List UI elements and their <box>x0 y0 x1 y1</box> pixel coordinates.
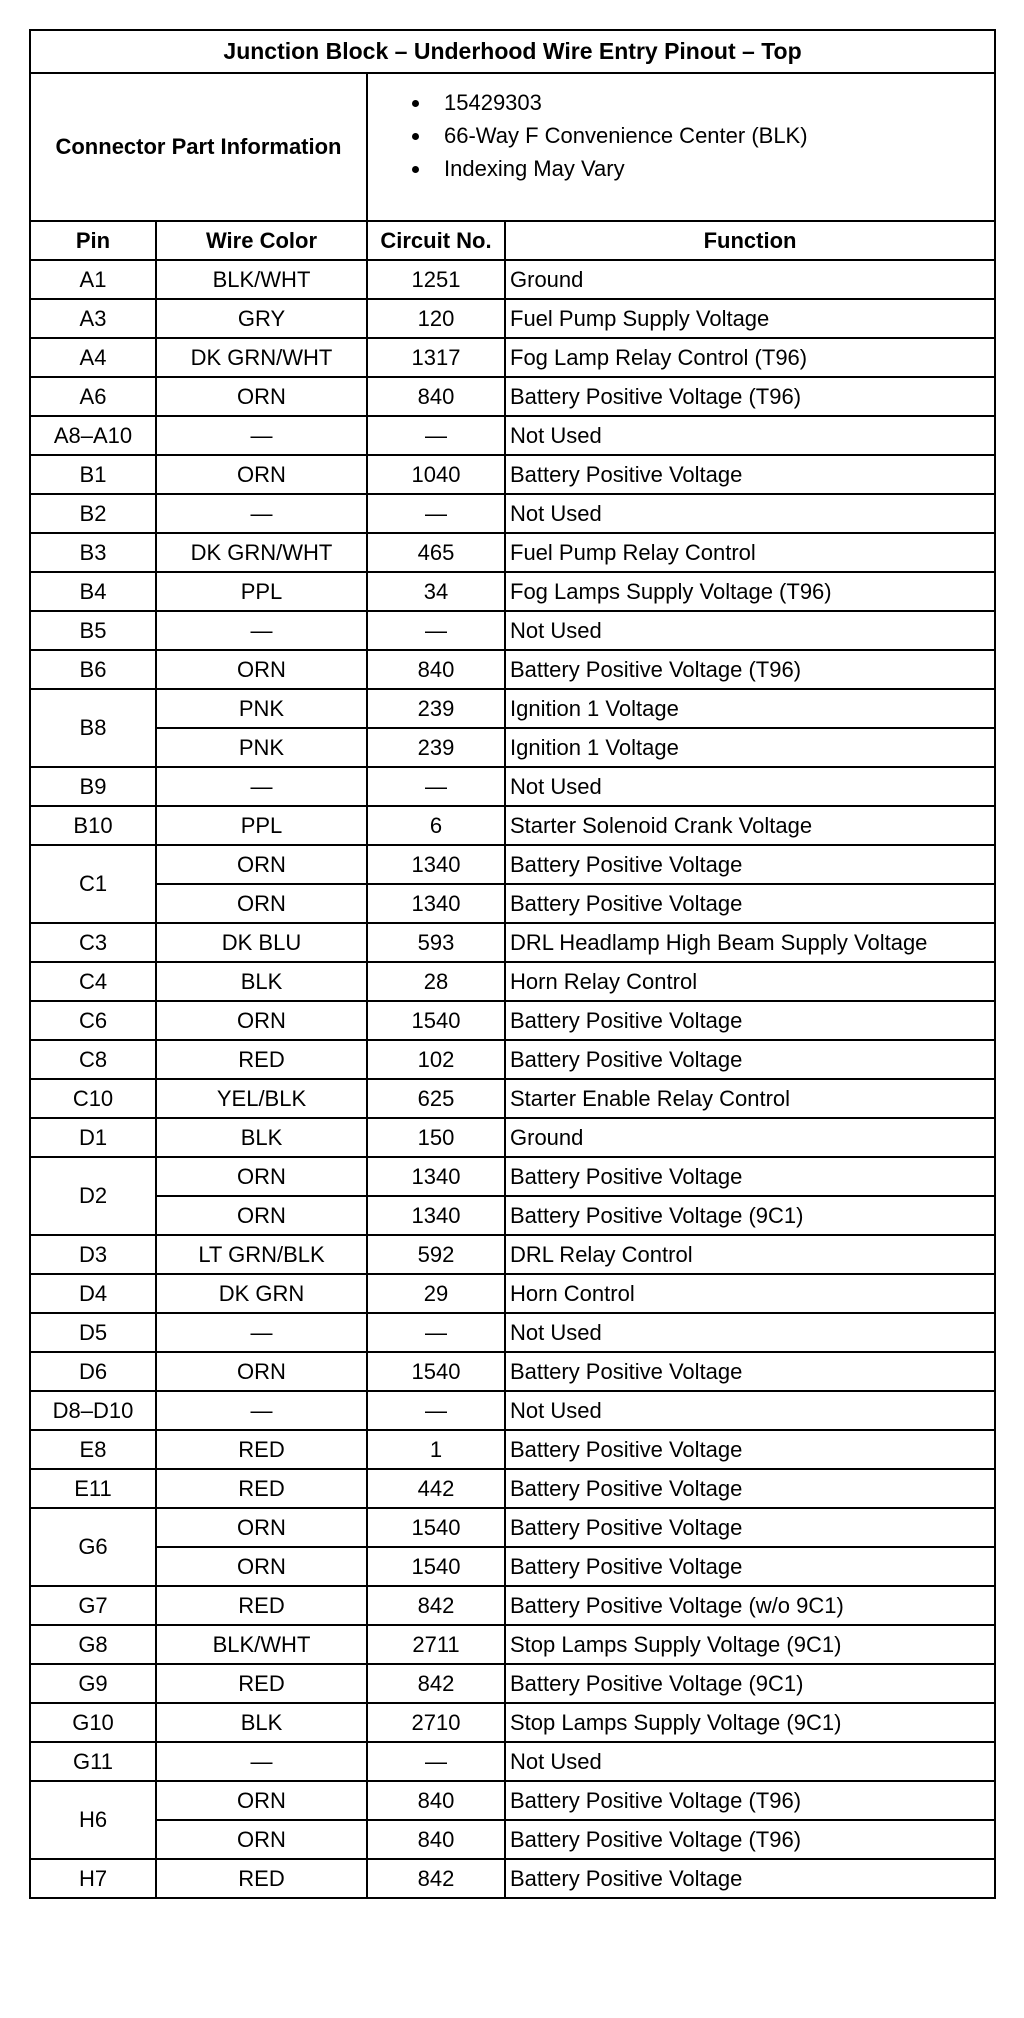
table-title: Junction Block – Underhood Wire Entry Pinout – Top <box>30 30 995 73</box>
function-cell: Stop Lamps Supply Voltage (9C1) <box>505 1703 995 1742</box>
function-cell: Battery Positive Voltage <box>505 1547 995 1586</box>
function-cell: Battery Positive Voltage <box>505 884 995 923</box>
pin-cell: B9 <box>30 767 156 806</box>
table-row <box>30 494 995 533</box>
wire-color-cell: DK GRN <box>156 1274 367 1313</box>
circuit-cell: 842 <box>367 1586 505 1625</box>
pin-cell: G8 <box>30 1625 156 1664</box>
table-row <box>30 1157 995 1196</box>
pin-cell: D6 <box>30 1352 156 1391</box>
function-cell: Not Used <box>505 767 995 806</box>
table-row <box>30 650 995 689</box>
connector-info-row <box>30 73 995 221</box>
connector-description: • 66-Way F Convenience Center (BLK) <box>432 119 990 152</box>
function-cell: Battery Positive Voltage <box>505 1859 995 1898</box>
circuit-cell: 592 <box>367 1235 505 1274</box>
circuit-cell: — <box>367 1313 505 1352</box>
title-row <box>30 30 995 73</box>
circuit-cell: 28 <box>367 962 505 1001</box>
circuit-cell: 1251 <box>367 260 505 299</box>
circuit-cell: 840 <box>367 650 505 689</box>
wire-color-cell: ORN <box>156 845 367 884</box>
pin-cell: D5 <box>30 1313 156 1352</box>
function-cell: Battery Positive Voltage <box>505 1157 995 1196</box>
function-cell: Battery Positive Voltage (T96) <box>505 1781 995 1820</box>
wire-color-cell: ORN <box>156 650 367 689</box>
pin-rows <box>30 260 995 1898</box>
wire-color-cell: — <box>156 611 367 650</box>
connector-indexing-note: • Indexing May Vary <box>432 152 990 185</box>
pin-cell: B1 <box>30 455 156 494</box>
table-row <box>30 338 995 377</box>
circuit-cell: 625 <box>367 1079 505 1118</box>
header-pin: Pin <box>30 221 156 260</box>
wire-color-cell: GRY <box>156 299 367 338</box>
table-row <box>30 1079 995 1118</box>
function-cell: Battery Positive Voltage (w/o 9C1) <box>505 1586 995 1625</box>
function-cell: Battery Positive Voltage <box>505 1469 995 1508</box>
table-row <box>30 1391 995 1430</box>
function-cell: Battery Positive Voltage (T96) <box>505 650 995 689</box>
wire-color-cell: DK GRN/WHT <box>156 338 367 377</box>
table-row <box>30 1352 995 1391</box>
wire-color-cell: ORN <box>156 1547 367 1586</box>
header-wire-color: Wire Color <box>156 221 367 260</box>
wire-color-cell: BLK/WHT <box>156 260 367 299</box>
table-row <box>30 767 995 806</box>
circuit-cell: 29 <box>367 1274 505 1313</box>
pin-cell: C8 <box>30 1040 156 1079</box>
circuit-cell: 842 <box>367 1664 505 1703</box>
table-row <box>30 845 995 884</box>
circuit-cell: 1 <box>367 1430 505 1469</box>
wire-color-cell: — <box>156 1742 367 1781</box>
circuit-cell: 1317 <box>367 338 505 377</box>
table-row <box>30 689 995 728</box>
pin-cell: G7 <box>30 1586 156 1625</box>
circuit-cell: 6 <box>367 806 505 845</box>
table-row <box>30 1703 995 1742</box>
wire-color-cell: — <box>156 494 367 533</box>
wire-color-cell: ORN <box>156 1781 367 1820</box>
table-row <box>30 533 995 572</box>
pin-cell: D3 <box>30 1235 156 1274</box>
circuit-cell: 1040 <box>367 455 505 494</box>
pin-cell: A6 <box>30 377 156 416</box>
wire-color-cell: DK BLU <box>156 923 367 962</box>
table-row <box>30 260 995 299</box>
wire-color-cell: RED <box>156 1586 367 1625</box>
wire-color-cell: DK GRN/WHT <box>156 533 367 572</box>
pin-cell: D1 <box>30 1118 156 1157</box>
pin-cell: G10 <box>30 1703 156 1742</box>
circuit-cell: 102 <box>367 1040 505 1079</box>
wire-color-cell: — <box>156 1391 367 1430</box>
table-row <box>30 962 995 1001</box>
table-row <box>30 1625 995 1664</box>
connector-info-label: Connector Part Information <box>30 73 367 221</box>
pin-cell: D8–D10 <box>30 1391 156 1430</box>
pin-cell: A4 <box>30 338 156 377</box>
wire-color-cell: — <box>156 416 367 455</box>
function-cell: Battery Positive Voltage <box>505 455 995 494</box>
wire-color-cell: ORN <box>156 1820 367 1859</box>
circuit-cell: 150 <box>367 1118 505 1157</box>
table-row <box>30 611 995 650</box>
circuit-cell: 465 <box>367 533 505 572</box>
table-row <box>30 1235 995 1274</box>
table-row <box>30 1040 995 1079</box>
table-row <box>30 1469 995 1508</box>
wire-color-cell: RED <box>156 1664 367 1703</box>
table-row <box>30 1586 995 1625</box>
pin-cell: E8 <box>30 1430 156 1469</box>
wire-color-cell: BLK <box>156 1118 367 1157</box>
wire-color-cell: RED <box>156 1430 367 1469</box>
pin-cell: A1 <box>30 260 156 299</box>
wire-color-cell: YEL/BLK <box>156 1079 367 1118</box>
function-cell: Fuel Pump Supply Voltage <box>505 299 995 338</box>
circuit-cell: 442 <box>367 1469 505 1508</box>
circuit-cell: 1340 <box>367 1157 505 1196</box>
function-cell: Ignition 1 Voltage <box>505 689 995 728</box>
wire-color-cell: ORN <box>156 1196 367 1235</box>
wire-color-cell: ORN <box>156 1352 367 1391</box>
pin-cell: B8 <box>30 689 156 767</box>
pin-cell: G9 <box>30 1664 156 1703</box>
pin-cell: C3 <box>30 923 156 962</box>
function-cell: Battery Positive Voltage <box>505 845 995 884</box>
circuit-cell: 842 <box>367 1859 505 1898</box>
circuit-cell: — <box>367 611 505 650</box>
function-cell: Not Used <box>505 416 995 455</box>
function-cell: Battery Positive Voltage (9C1) <box>505 1196 995 1235</box>
function-cell: Horn Relay Control <box>505 962 995 1001</box>
circuit-cell: 120 <box>367 299 505 338</box>
function-cell: Battery Positive Voltage (9C1) <box>505 1664 995 1703</box>
header-function: Function <box>505 221 995 260</box>
pin-cell: H6 <box>30 1781 156 1859</box>
circuit-cell: 239 <box>367 689 505 728</box>
pin-cell: G6 <box>30 1508 156 1586</box>
pin-cell: C4 <box>30 962 156 1001</box>
pin-cell: A3 <box>30 299 156 338</box>
wire-color-cell: LT GRN/BLK <box>156 1235 367 1274</box>
function-cell: Starter Enable Relay Control <box>505 1079 995 1118</box>
pin-cell: B2 <box>30 494 156 533</box>
wire-color-cell: BLK <box>156 962 367 1001</box>
function-cell: Not Used <box>505 494 995 533</box>
pin-cell: B3 <box>30 533 156 572</box>
function-cell: Fog Lamps Supply Voltage (T96) <box>505 572 995 611</box>
function-cell: Battery Positive Voltage <box>505 1352 995 1391</box>
function-cell: Ground <box>505 260 995 299</box>
table-row <box>30 572 995 611</box>
table-row <box>30 1742 995 1781</box>
circuit-cell: 1540 <box>367 1352 505 1391</box>
pin-cell: D2 <box>30 1157 156 1235</box>
pin-cell: A8–A10 <box>30 416 156 455</box>
pinout-table <box>29 29 996 1899</box>
table-row <box>30 299 995 338</box>
wire-color-cell: RED <box>156 1859 367 1898</box>
circuit-cell: 1340 <box>367 1196 505 1235</box>
pin-cell: B4 <box>30 572 156 611</box>
function-cell: Battery Positive Voltage <box>505 1040 995 1079</box>
table-row <box>30 923 995 962</box>
wire-color-cell: PPL <box>156 572 367 611</box>
function-cell: Starter Solenoid Crank Voltage <box>505 806 995 845</box>
circuit-cell: 34 <box>367 572 505 611</box>
table-row <box>30 377 995 416</box>
wire-color-cell: PPL <box>156 806 367 845</box>
table-row <box>30 806 995 845</box>
wire-color-cell: ORN <box>156 1001 367 1040</box>
table-row <box>30 1313 995 1352</box>
function-cell: Ignition 1 Voltage <box>505 728 995 767</box>
circuit-cell: — <box>367 416 505 455</box>
table-row <box>30 884 995 923</box>
circuit-cell: 840 <box>367 377 505 416</box>
table-row <box>30 1781 995 1820</box>
table-row <box>30 728 995 767</box>
table-row <box>30 416 995 455</box>
wire-color-cell: BLK/WHT <box>156 1625 367 1664</box>
wire-color-cell: ORN <box>156 1508 367 1547</box>
pin-cell: D4 <box>30 1274 156 1313</box>
header-circuit: Circuit No. <box>367 221 505 260</box>
table-row <box>30 1820 995 1859</box>
function-cell: Stop Lamps Supply Voltage (9C1) <box>505 1625 995 1664</box>
function-cell: DRL Headlamp High Beam Supply Voltage <box>505 923 995 962</box>
pin-cell: B10 <box>30 806 156 845</box>
pin-cell: B6 <box>30 650 156 689</box>
wire-color-cell: ORN <box>156 884 367 923</box>
pin-cell: E11 <box>30 1469 156 1508</box>
header-row <box>30 221 995 260</box>
table-row <box>30 455 995 494</box>
table-row <box>30 1547 995 1586</box>
table-row <box>30 1859 995 1898</box>
wire-color-cell: RED <box>156 1040 367 1079</box>
table-row <box>30 1274 995 1313</box>
pin-cell: G11 <box>30 1742 156 1781</box>
pin-cell: C1 <box>30 845 156 923</box>
table-row <box>30 1664 995 1703</box>
function-cell: Not Used <box>505 1391 995 1430</box>
function-cell: Battery Positive Voltage <box>505 1430 995 1469</box>
function-cell: Battery Positive Voltage <box>505 1001 995 1040</box>
function-cell: Fuel Pump Relay Control <box>505 533 995 572</box>
wire-color-cell: BLK <box>156 1703 367 1742</box>
pin-cell: C10 <box>30 1079 156 1118</box>
wire-color-cell: — <box>156 1313 367 1352</box>
function-cell: Battery Positive Voltage (T96) <box>505 377 995 416</box>
circuit-cell: 840 <box>367 1781 505 1820</box>
function-cell: Horn Control <box>505 1274 995 1313</box>
wire-color-cell: PNK <box>156 728 367 767</box>
pin-cell: C6 <box>30 1001 156 1040</box>
wire-color-cell: ORN <box>156 377 367 416</box>
function-cell: Not Used <box>505 1313 995 1352</box>
table-row <box>30 1430 995 1469</box>
function-cell: Not Used <box>505 1742 995 1781</box>
circuit-cell: — <box>367 1391 505 1430</box>
function-cell: Battery Positive Voltage (T96) <box>505 1820 995 1859</box>
function-cell: Ground <box>505 1118 995 1157</box>
function-cell: DRL Relay Control <box>505 1235 995 1274</box>
connector-part-number: • 15429303 <box>432 86 990 119</box>
function-cell: Battery Positive Voltage <box>505 1508 995 1547</box>
circuit-cell: 2711 <box>367 1625 505 1664</box>
pin-cell: B5 <box>30 611 156 650</box>
circuit-cell: — <box>367 494 505 533</box>
circuit-cell: 593 <box>367 923 505 962</box>
wire-color-cell: ORN <box>156 455 367 494</box>
pin-cell: H7 <box>30 1859 156 1898</box>
circuit-cell: 1340 <box>367 845 505 884</box>
wire-color-cell: PNK <box>156 689 367 728</box>
wire-color-cell: — <box>156 767 367 806</box>
table-row <box>30 1196 995 1235</box>
table-row <box>30 1001 995 1040</box>
circuit-cell: 239 <box>367 728 505 767</box>
circuit-cell: 840 <box>367 1820 505 1859</box>
table-row <box>30 1118 995 1157</box>
circuit-cell: — <box>367 1742 505 1781</box>
function-cell: Not Used <box>505 611 995 650</box>
circuit-cell: 1340 <box>367 884 505 923</box>
connector-info-list <box>367 73 995 221</box>
circuit-cell: 1540 <box>367 1508 505 1547</box>
wire-color-cell: ORN <box>156 1157 367 1196</box>
circuit-cell: 2710 <box>367 1703 505 1742</box>
circuit-cell: 1540 <box>367 1547 505 1586</box>
wire-color-cell: RED <box>156 1469 367 1508</box>
circuit-cell: — <box>367 767 505 806</box>
table-row <box>30 1508 995 1547</box>
function-cell: Fog Lamp Relay Control (T96) <box>505 338 995 377</box>
circuit-cell: 1540 <box>367 1001 505 1040</box>
